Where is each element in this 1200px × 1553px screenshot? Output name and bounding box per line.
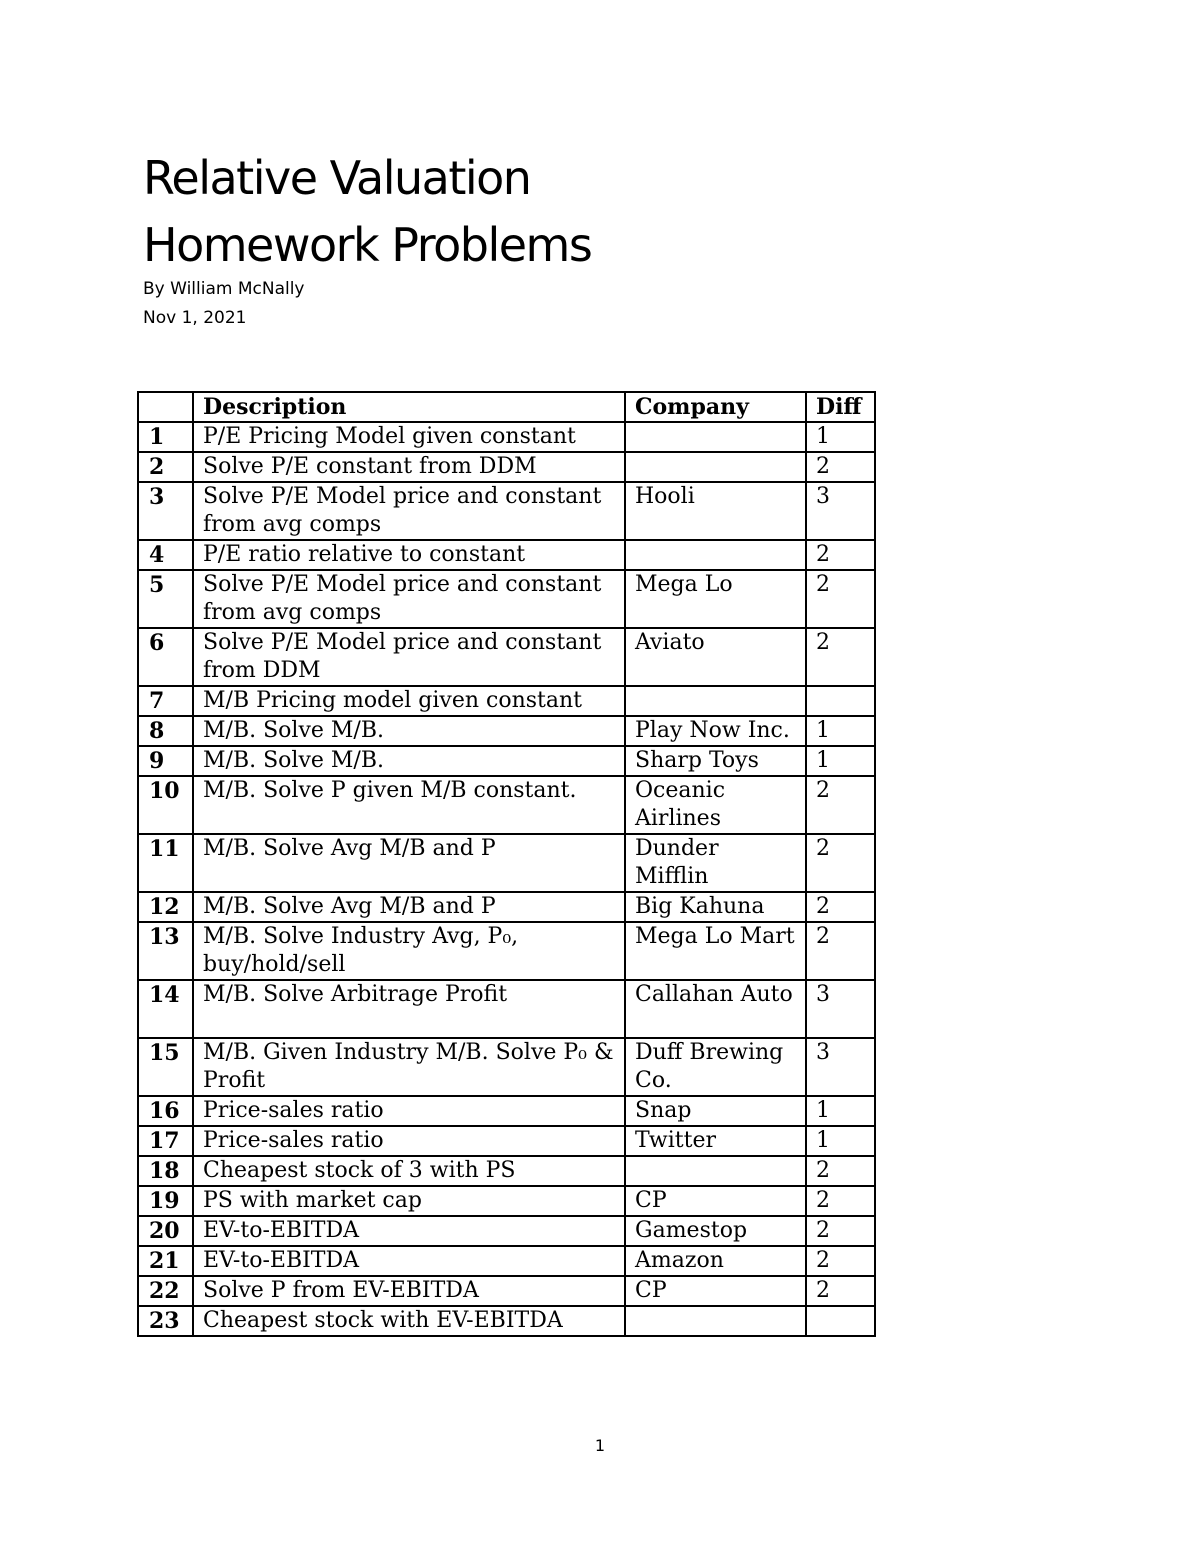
problem-number: 18	[138, 1156, 193, 1186]
table-row	[138, 686, 875, 716]
problem-number: 10	[138, 776, 193, 834]
problem-diff: 2	[806, 1186, 875, 1216]
problem-description: Solve P/E Model price and constant from avg comps	[193, 482, 625, 540]
problem-description: P/E ratio relative to constant	[193, 540, 625, 570]
problem-company: Big Kahuna	[625, 892, 806, 922]
problem-number: 20	[138, 1216, 193, 1246]
problem-company	[625, 422, 806, 452]
problem-company: Mega Lo	[625, 570, 806, 628]
problem-diff: 1	[806, 422, 875, 452]
problem-company: Oceanic Airlines	[625, 776, 806, 834]
table-row	[138, 892, 875, 922]
problem-description: EV-to-EBITDA	[193, 1246, 625, 1276]
problem-company: Twitter	[625, 1126, 806, 1156]
problem-company: Gamestop	[625, 1216, 806, 1246]
problem-description: Price-sales ratio	[193, 1126, 625, 1156]
problem-diff	[806, 1306, 875, 1336]
problem-company: Hooli	[625, 482, 806, 540]
problem-diff	[806, 686, 875, 716]
problem-diff: 2	[806, 892, 875, 922]
document-date: Nov 1, 2021	[143, 308, 247, 328]
problem-diff: 2	[806, 776, 875, 834]
problem-description: M/B. Solve P given M/B constant.	[193, 776, 625, 834]
problem-description: Cheapest stock with EV-EBITDA	[193, 1306, 625, 1336]
table-row	[138, 776, 875, 834]
problem-number: 3	[138, 482, 193, 540]
problem-company: Snap	[625, 1096, 806, 1126]
problem-diff: 3	[806, 1038, 875, 1096]
problem-number: 15	[138, 1038, 193, 1096]
problem-description: M/B. Solve M/B.	[193, 746, 625, 776]
table-row	[138, 570, 875, 628]
table-row	[138, 1276, 875, 1306]
problem-number: 21	[138, 1246, 193, 1276]
problem-company: Dunder Mifflin	[625, 834, 806, 892]
problem-diff: 1	[806, 716, 875, 746]
problem-description: M/B. Given Industry M/B. Solve P₀ & Profit	[193, 1038, 625, 1096]
problem-company: Mega Lo Mart	[625, 922, 806, 980]
problem-description: M/B. Solve Industry Avg, P₀, buy/hold/sell	[193, 922, 625, 980]
table-row	[138, 628, 875, 686]
table-row	[138, 834, 875, 892]
problem-number: 4	[138, 540, 193, 570]
table-row	[138, 1186, 875, 1216]
problem-description: EV-to-EBITDA	[193, 1216, 625, 1246]
problem-number: 16	[138, 1096, 193, 1126]
problem-company: Callahan Auto	[625, 980, 806, 1038]
problem-diff: 2	[806, 452, 875, 482]
problem-company	[625, 686, 806, 716]
table-row	[138, 1126, 875, 1156]
problems-table	[137, 391, 876, 1337]
problem-company	[625, 452, 806, 482]
problem-company: Amazon	[625, 1246, 806, 1276]
table-row	[138, 716, 875, 746]
problem-number: 19	[138, 1186, 193, 1216]
header-description: Description	[193, 392, 625, 422]
problem-diff: 1	[806, 1096, 875, 1126]
table-row	[138, 482, 875, 540]
problem-description: Solve P/E Model price and constant from DDM	[193, 628, 625, 686]
problem-diff: 2	[806, 540, 875, 570]
problem-description: Solve P/E constant from DDM	[193, 452, 625, 482]
problem-company: Play Now Inc.	[625, 716, 806, 746]
table-row	[138, 746, 875, 776]
page-number: 1	[594, 1436, 606, 1455]
problem-description: M/B. Solve Arbitrage Profit	[193, 980, 625, 1038]
table-row	[138, 1096, 875, 1126]
document-author: By William McNally	[143, 279, 305, 299]
problem-description: Solve P/E Model price and constant from avg comps	[193, 570, 625, 628]
table-row	[138, 1156, 875, 1186]
problem-diff: 2	[806, 834, 875, 892]
problem-diff: 1	[806, 746, 875, 776]
problem-description: P/E Pricing Model given constant	[193, 422, 625, 452]
problem-description: M/B. Solve Avg M/B and P	[193, 834, 625, 892]
problem-number: 22	[138, 1276, 193, 1306]
problem-number: 13	[138, 922, 193, 980]
problem-number: 9	[138, 746, 193, 776]
problem-diff: 2	[806, 570, 875, 628]
problem-diff: 2	[806, 922, 875, 980]
problem-diff: 2	[806, 628, 875, 686]
problem-number: 11	[138, 834, 193, 892]
table-row	[138, 980, 875, 1038]
header-diff: Diff	[806, 392, 875, 422]
problem-company: CP	[625, 1186, 806, 1216]
problem-number: 7	[138, 686, 193, 716]
problem-diff: 2	[806, 1156, 875, 1186]
problem-description: M/B Pricing model given constant	[193, 686, 625, 716]
document-title-line-1: Relative Valuation	[143, 151, 531, 205]
problem-diff: 3	[806, 482, 875, 540]
problem-description: M/B. Solve M/B.	[193, 716, 625, 746]
problem-number: 8	[138, 716, 193, 746]
problem-number: 14	[138, 980, 193, 1038]
problem-company	[625, 1156, 806, 1186]
table-row	[138, 1216, 875, 1246]
header-number	[138, 392, 193, 422]
problem-description: Cheapest stock of 3 with PS	[193, 1156, 625, 1186]
problem-company: Sharp Toys	[625, 746, 806, 776]
problem-description: M/B. Solve Avg M/B and P	[193, 892, 625, 922]
table-row	[138, 1306, 875, 1336]
table-row	[138, 540, 875, 570]
problem-description: Solve P from EV-EBITDA	[193, 1276, 625, 1306]
problem-number: 1	[138, 422, 193, 452]
problem-number: 17	[138, 1126, 193, 1156]
problem-diff: 2	[806, 1216, 875, 1246]
problem-company: Aviato	[625, 628, 806, 686]
problem-company	[625, 540, 806, 570]
problem-number: 5	[138, 570, 193, 628]
problem-diff: 2	[806, 1246, 875, 1276]
table-row	[138, 422, 875, 452]
problem-diff: 1	[806, 1126, 875, 1156]
problem-number: 23	[138, 1306, 193, 1336]
document-title-line-2: Homework Problems	[143, 218, 592, 272]
problem-company: CP	[625, 1276, 806, 1306]
problem-number: 12	[138, 892, 193, 922]
table-header-row	[138, 392, 875, 422]
header-company: Company	[625, 392, 806, 422]
table-row	[138, 1246, 875, 1276]
table-row	[138, 922, 875, 980]
problem-diff: 2	[806, 1276, 875, 1306]
problem-number: 6	[138, 628, 193, 686]
problem-number: 2	[138, 452, 193, 482]
table-row	[138, 452, 875, 482]
problem-company: Duff Brewing Co.	[625, 1038, 806, 1096]
problem-description: Price-sales ratio	[193, 1096, 625, 1126]
table-body	[138, 422, 875, 1336]
problem-diff: 3	[806, 980, 875, 1038]
problem-company	[625, 1306, 806, 1336]
problem-description: PS with market cap	[193, 1186, 625, 1216]
table-row	[138, 1038, 875, 1096]
